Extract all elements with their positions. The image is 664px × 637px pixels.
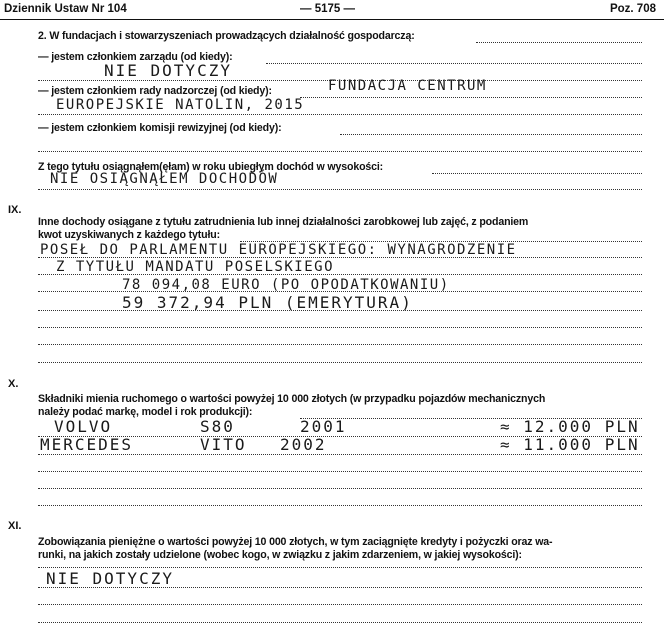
vehicle-model: VITO bbox=[200, 435, 247, 454]
dotted-line bbox=[38, 488, 642, 489]
vehicle-make: MERCEDES bbox=[40, 435, 134, 454]
dotted-line bbox=[38, 505, 642, 506]
dotted-line bbox=[476, 42, 642, 43]
dotted-line bbox=[300, 97, 642, 98]
vehicle-model: S80 bbox=[200, 417, 235, 436]
dotted-line bbox=[38, 114, 642, 115]
movable-property-label-1: Składniki mienia ruchomego o wartości powyżej 10 000 złotych (w przypadku pojazdów mechanicznych bbox=[38, 393, 546, 405]
vehicle-year: 2001 bbox=[300, 417, 347, 436]
dotted-line bbox=[38, 454, 642, 455]
liabilities-label-2: runki, na jakich zostały udzielone (wobec kogo, w związku z jakim zdarzeniem, w jakiej wysokości): bbox=[38, 549, 522, 561]
supervisory-board-label: — jestem członkiem rady nadzorczej (od kiedy): bbox=[38, 85, 272, 97]
dotted-line bbox=[38, 622, 642, 623]
dotted-line bbox=[38, 310, 642, 311]
foundations-label: 2. W fundacjach i stowarzyszeniach prowadzących działalność gospodarczą: bbox=[38, 30, 415, 42]
other-income-line-4: 59 372,94 PLN (EMERYTURA) bbox=[122, 293, 413, 312]
position-number: Poz. 708 bbox=[609, 3, 656, 15]
liabilities-answer: NIE DOTYCZY bbox=[46, 569, 174, 588]
dotted-line bbox=[38, 151, 642, 152]
income-answer: NIE OSIĄGNĄŁEM DOCHODÓW bbox=[50, 171, 279, 187]
other-income-label-2: kwot uzyskiwanych z każdego tytułu: bbox=[38, 229, 220, 241]
other-income-line-3: 78 094,08 EURO (PO OPODATKOWANIU) bbox=[122, 277, 450, 293]
dotted-line bbox=[38, 189, 642, 190]
dotted-line bbox=[38, 327, 642, 328]
other-income-line-1: POSEŁ DO PARLAMENTU EUROPEJSKIEGO: WYNAGRODZENIE bbox=[40, 242, 517, 258]
header-rule bbox=[0, 19, 664, 20]
dotted-line bbox=[340, 134, 642, 135]
dotted-line bbox=[432, 173, 642, 174]
board-member-answer: NIE DOTYCZY bbox=[104, 61, 232, 80]
vehicle-value: ≈ 11.000 PLN bbox=[500, 435, 640, 454]
dotted-line bbox=[38, 291, 642, 292]
dotted-line bbox=[38, 587, 642, 588]
dotted-line bbox=[266, 63, 642, 64]
dotted-line bbox=[38, 362, 642, 363]
section-xi-number: XI. bbox=[8, 520, 22, 532]
dotted-line bbox=[38, 604, 642, 605]
dotted-line bbox=[38, 274, 642, 275]
other-income-line-2: Z TYTUŁU MANDATU POSELSKIEGO bbox=[56, 259, 335, 275]
section-ix-number: IX. bbox=[8, 204, 22, 216]
page-number: — 5175 — bbox=[300, 3, 355, 15]
section-x-number: X. bbox=[8, 378, 19, 390]
income-label: Z tego tytułu osiągnąłem(ęłam) w roku ubiegłym dochód w wysokości: bbox=[38, 161, 384, 173]
audit-committee-label: — jestem członkiem komisji rewizyjnej (od kiedy): bbox=[38, 122, 282, 134]
board-member-label: — jestem członkiem zarządu (od kiedy): bbox=[38, 51, 233, 63]
movable-property-label-2: należy podać markę, model i rok produkcji): bbox=[38, 406, 253, 418]
dotted-line bbox=[38, 344, 642, 345]
supervisory-board-answer-1: FUNDACJA CENTRUM bbox=[328, 78, 487, 94]
vehicle-value: ≈ 12.000 PLN bbox=[500, 417, 640, 436]
dotted-line bbox=[38, 567, 642, 568]
supervisory-board-answer-2: EUROPEJSKIE NATOLIN, 2015 bbox=[56, 97, 305, 113]
vehicle-year: 2002 bbox=[280, 435, 327, 454]
liabilities-label-1: Zobowiązania pieniężne o wartości powyżej 10 000 złotych, w tym zaciągnięte kredyty i pożyczki oraz wa- bbox=[38, 536, 553, 548]
journal-title: Dziennik Ustaw Nr 104 bbox=[4, 3, 127, 15]
vehicle-make: VOLVO bbox=[54, 417, 113, 436]
dotted-line bbox=[38, 471, 642, 472]
other-income-label-1: Inne dochody osiągane z tytułu zatrudnienia lub innej działalności zarobkowej lub zajęć, z podaniem bbox=[38, 216, 529, 228]
